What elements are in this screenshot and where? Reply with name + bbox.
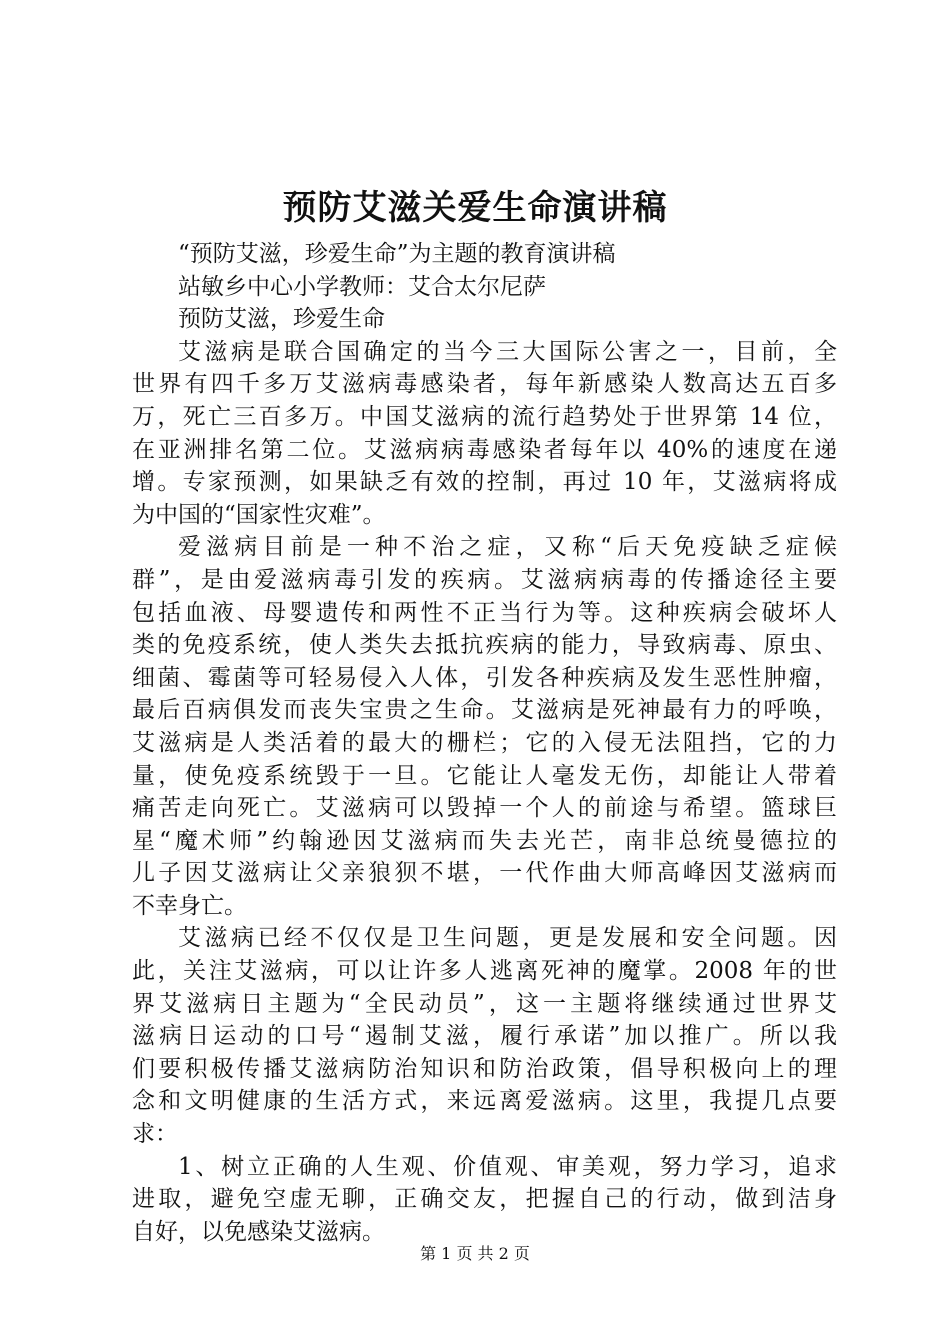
document-title: 预防艾滋关爱生命演讲稿 xyxy=(282,188,668,228)
body-line: 艾滋病是联合国确定的当今三大国际公害之一，目前，全 xyxy=(178,338,837,365)
body-line: 万，死亡三百多万。中国艾滋病的流行趋势处于世界第 14 位， xyxy=(132,403,837,430)
body-line: 此，关注艾滋病，可以让许多人逃离死神的魔掌。2008 年的世 xyxy=(132,958,837,985)
body-line: 为中国的“国家性灾难”。 xyxy=(132,501,386,528)
body-line: 群”，是由爱滋病毒引发的疾病。艾滋病病毒的传播途径主要 xyxy=(132,566,837,593)
body-line: 类的免疫系统，使人类失去抵抗疾病的能力，导致病毒、原虫、 xyxy=(132,632,837,659)
body-line: 在亚洲排名第二位。艾滋病病毒感染者每年以 40%的速度在递 xyxy=(132,436,837,463)
page-footer: 第 1 页 共 2 页 xyxy=(420,1244,530,1263)
body-line: 星“魔术师”约翰逊因艾滋病而失去光芒，南非总统曼德拉的 xyxy=(132,827,837,854)
document-body xyxy=(132,238,837,1248)
body-line: 痛苦走向死亡。艾滋病可以毁掉一个人的前途与希望。篮球巨 xyxy=(132,795,837,822)
body-line: 艾滋病已经不仅仅是卫生问题，更是发展和安全问题。因 xyxy=(178,925,837,952)
body-line: 自好，以免感染艾滋病。 xyxy=(132,1218,385,1245)
body-line: 们要积极传播艾滋病防治知识和防治政策，倡导积极向上的理 xyxy=(132,1055,837,1082)
body-line: 滋病日运动的口号“遏制艾滋，履行承诺”加以推广。所以我 xyxy=(132,1023,837,1050)
body-line: 最后百病俱发而丧失宝贵之生命。艾滋病是死神最有力的呼唤， xyxy=(132,697,837,724)
body-line: 爱滋病目前是一种不治之症，又称“后天免疫缺乏症候 xyxy=(178,534,837,561)
body-line: 世界有四千多万艾滋病毒感染者，每年新感染人数高达五百多 xyxy=(132,371,837,398)
body-line: 界艾滋病日主题为“全民动员”，这一主题将继续通过世界艾 xyxy=(132,990,837,1017)
body-line: 量，使免疫系统毁于一旦。它能让人毫发无伤，却能让人带着 xyxy=(132,762,837,789)
body-line: 艾滋病是人类活着的最大的栅栏；它的入侵无法阻挡，它的力 xyxy=(132,729,837,756)
body-line: 细菌、霉菌等可轻易侵入人体，引发各种疾病及发生恶性肿瘤， xyxy=(132,664,837,691)
body-line: 增。专家预测，如果缺乏有效的控制，再过 10 年，艾滋病将成 xyxy=(132,469,837,496)
body-line: 预防艾滋，珍爱生命 xyxy=(178,306,385,333)
body-line: 进取，避免空虚无聊，正确交友，把握自己的行动，做到洁身 xyxy=(132,1186,837,1213)
body-line: 包括血液、母婴遗传和两性不正当行为等。这种疾病会破坏人 xyxy=(132,599,837,626)
body-line: 1、树立正确的人生观、价值观、审美观，努力学习，追求 xyxy=(178,1153,837,1180)
body-line: 念和文明健康的生活方式，来远离爱滋病。这里，我提几点要 xyxy=(132,1088,837,1115)
body-line: 求： xyxy=(132,1121,178,1148)
body-line: 站敏乡中心小学教师：艾合太尔尼萨 xyxy=(178,273,546,300)
body-line: “预防艾滋，珍爱生命”为主题的教育演讲稿 xyxy=(178,241,616,267)
body-line: 儿子因艾滋病让父亲狼狈不堪，一代作曲大师高峰因艾滋病而 xyxy=(132,860,837,887)
body-line: 不幸身亡。 xyxy=(132,892,247,919)
